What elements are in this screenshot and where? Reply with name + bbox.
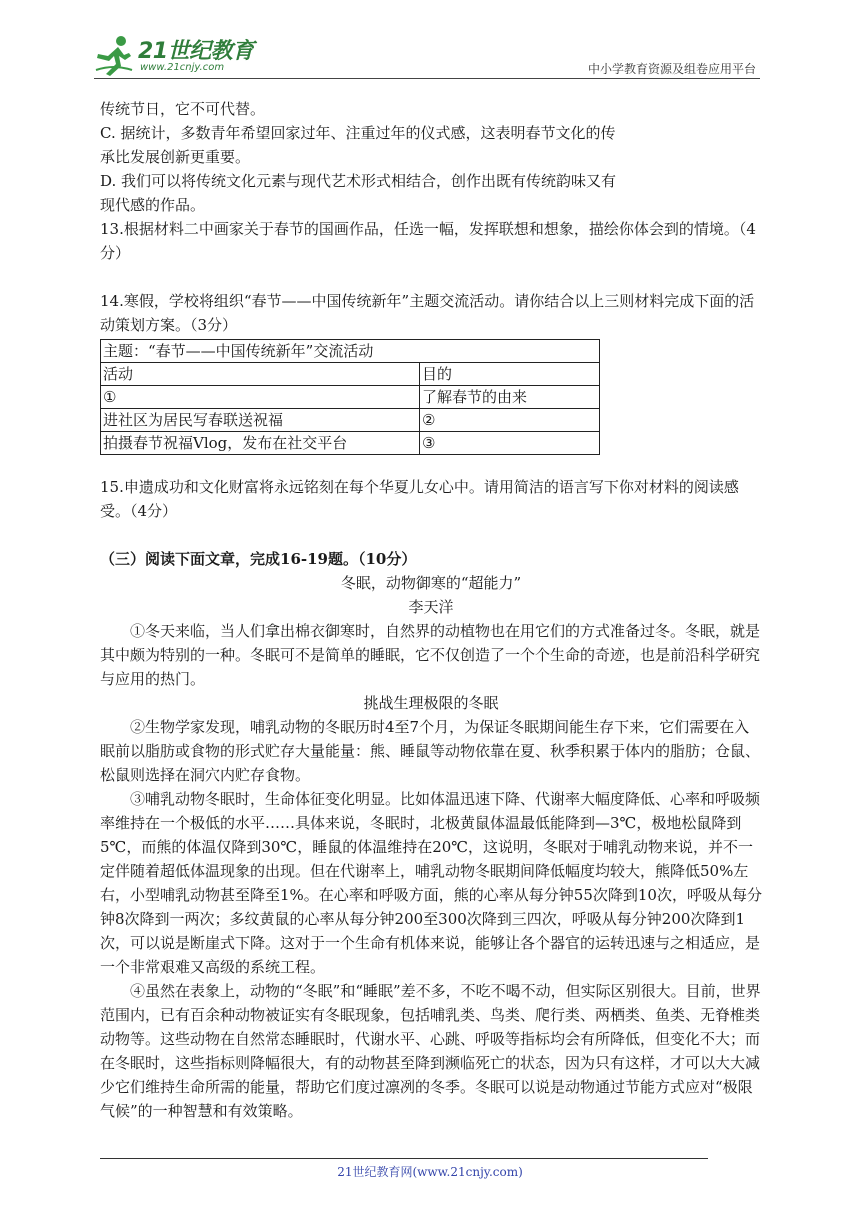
- article-subtitle: 挑战生理极限的冬眠: [363, 694, 499, 712]
- section-heading: （三）阅读下面文章，完成16-19题。（10分）: [100, 550, 417, 568]
- table-cell: 进社区为居民写春联送祝福: [101, 409, 420, 432]
- table-theme: 主题：“春节——中国传统新年”交流活动: [101, 340, 600, 363]
- text-line: 传统节日，它不可代替。: [100, 100, 266, 118]
- runner-logo-icon: [94, 34, 134, 76]
- table-row: [101, 409, 600, 432]
- table-header-purpose: 目的: [420, 363, 600, 386]
- question-13: 13.根据材料二中画家关于春节的国画作品，任选一幅，发挥联想和想象，描绘你体会到的情境。（4分）: [100, 220, 756, 262]
- article-title: 冬眠，动物御寒的“超能力”: [340, 574, 522, 592]
- activity-plan-table: [100, 339, 600, 455]
- paragraph-3: ③哺乳动物冬眠时，生命体征变化明显。比如体温迅速下降、代谢率大幅度降低、心率和呼吸频率维持在一个极低的水平……具体来说，冬眠时，北极黄鼠体温最低能降到—3℃，极地松鼠降到5℃，而熊的体温仅降到30℃，睡鼠的体温维持在20℃，这说明，冬眠对于哺乳动物来说，并不一定伴随着超低体温现象的出现。但在代谢率上，哺乳动物冬眠期间降低幅度均较大，熊降低50%左右，小型哺乳动物甚至降至1%。在心率和呼吸方面，熊的心率从每分钟55次降到10次，呼吸从每分钟8次降到一两次；多纹黄鼠的心率从每分钟200至300次降到三四次，呼吸从每分钟200次降到1次，可以说是断崖式下降。这对于一个生命有机体来说，能够让各个器官的运转迅速与之相适应，是一个非常艰难又高级的系统工程。: [100, 790, 762, 976]
- table-cell: ②: [420, 409, 600, 432]
- spacer: [100, 265, 762, 289]
- option-c-cont: 承比发展创新更重要。: [100, 148, 251, 166]
- header-divider: [94, 78, 760, 79]
- logo-url: www.21cnjy.com: [140, 62, 225, 73]
- article-author: 李天洋: [408, 598, 454, 616]
- platform-name: 中小学教育资源及组卷应用平台: [587, 62, 756, 76]
- option-c: C. 据统计，多数青年希望回家过年、注重过年的仪式感，这表明春节文化的传: [100, 124, 616, 142]
- table-cell: 了解春节的由来: [420, 386, 600, 409]
- page-header: [94, 30, 760, 82]
- site-logo: [94, 34, 294, 78]
- table-header-row: [101, 363, 600, 386]
- document-body: [100, 97, 762, 1123]
- table-cell: 拍摄春节祝福Vlog，发布在社交平台: [101, 432, 420, 455]
- table-cell: ①: [101, 386, 420, 409]
- table-theme-row: [101, 340, 600, 363]
- table-cell: ③: [420, 432, 600, 455]
- page-footer: 21世纪教育网(www.21cnjy.com): [337, 1165, 523, 1179]
- spacer: [100, 461, 762, 475]
- footer-divider: [100, 1158, 708, 1159]
- question-14: 14.寒假，学校将组织“春节——中国传统新年”主题交流活动。请你结合以上三则材料完成下面的活动策划方案。（3分）: [100, 292, 755, 334]
- table-row: [101, 432, 600, 455]
- table-row: [101, 386, 600, 409]
- paragraph-4: ④虽然在表象上，动物的“冬眠”和“睡眠”差不多，不吃不喝不动，但实际区别很大。目前，世界范围内，已有百余种动物被证实有冬眠现象，包括哺乳类、鸟类、爬行类、两栖类、鱼类、无脊椎类动物等。这些动物在自然常态睡眠时，代谢水平、心跳、呼吸等指标均会有所降低，但变化不大；而在冬眠时，这些指标则降幅很大，有的动物甚至降到濒临死亡的状态，因为只有这样，才可以大大减少它们维持生命所需的能量，帮助它们度过凛冽的冬季。冬眠可以说是动物通过节能方式应对“极限气候”的一种智慧和有效策略。: [100, 982, 761, 1120]
- logo-text: 21世纪教育: [138, 39, 254, 64]
- paragraph-1: ①冬天来临，当人们拿出棉衣御寒时，自然界的动植物也在用它们的方式准备过冬。冬眠，就是其中颇为特别的一种。冬眠可不是简单的睡眠，它不仅创造了一个个生命的奇迹，也是前沿科学研究与应用的热门。: [100, 622, 761, 688]
- paragraph-2: ②生物学家发现，哺乳动物的冬眠历时4至7个月，为保证冬眠期间能生存下来，它们需要在入眠前以脂肪或食物的形式贮存大量能量：熊、睡鼠等动物依靠在夏、秋季积累于体内的脂肪；仓鼠、松鼠则选择在洞穴内贮存食物。: [100, 718, 761, 784]
- option-d-cont: 现代感的作品。: [100, 196, 206, 214]
- question-15: 15.申遗成功和文化财富将永远铭刻在每个华夏儿女心中。请用简洁的语言写下你对材料的阅读感受。（4分）: [100, 478, 739, 520]
- table-header-activity: 活动: [101, 363, 420, 386]
- spacer: [100, 523, 762, 547]
- option-d: D. 我们可以将传统文化元素与现代艺术形式相结合，创作出既有传统韵味又有: [100, 172, 617, 190]
